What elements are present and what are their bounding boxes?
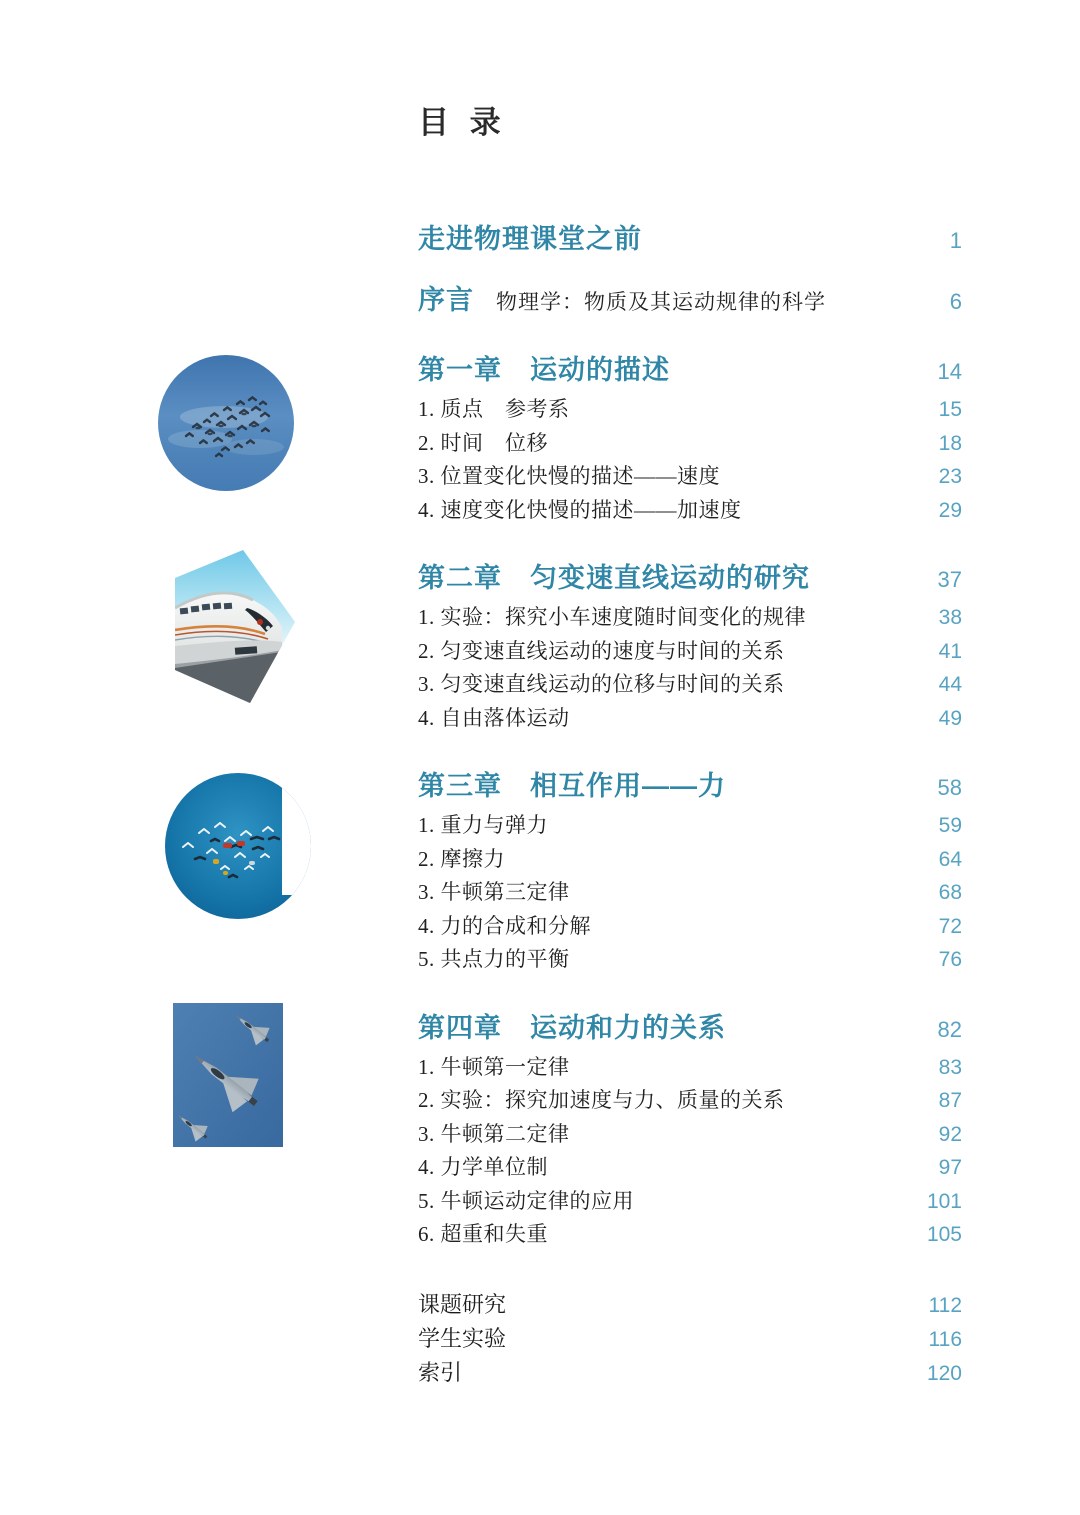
item-label: 4. 自由落体运动 [418, 705, 570, 730]
toc-item [418, 494, 962, 528]
toc-item [418, 1084, 962, 1118]
toc-item [418, 427, 962, 461]
item-page-number: 68 [938, 881, 962, 904]
chapter-heading [418, 353, 962, 389]
chapter-3-block [418, 769, 962, 977]
chapter-heading [418, 561, 962, 597]
item-label: 1. 牛顿第一定律 [418, 1054, 570, 1079]
skydivers-formation-photo [165, 773, 311, 919]
fighter-jets-photo [173, 1003, 283, 1147]
chapter-items [418, 809, 962, 977]
item-page-number: 59 [938, 814, 962, 837]
item-label: 2. 实验：探究加速度与力、质量的关系 [418, 1088, 785, 1112]
toc-item [418, 1118, 962, 1152]
chapter-title: 第一章 运动的描述 [418, 355, 670, 385]
toc-item [418, 876, 962, 910]
item-page-number: 92 [938, 1122, 962, 1146]
chapter-page-number: 14 [937, 359, 962, 384]
toc-entry-walk-in [418, 222, 962, 258]
chapter-heading [418, 769, 962, 805]
chapter-page-number: 37 [937, 567, 962, 592]
chapter-page-number: 82 [937, 1016, 962, 1042]
item-label: 3. 牛顿第二定律 [418, 1121, 570, 1146]
toc-item [418, 601, 962, 635]
item-label: 3. 匀变速直线运动的位移与时间的关系 [418, 672, 785, 696]
toc-item [418, 910, 962, 944]
chapter-items [418, 1051, 962, 1252]
toc-item [418, 702, 962, 736]
page-title: 目 录 [418, 105, 507, 140]
item-label: 1. 实验：探究小车速度随时间变化的规律 [418, 605, 806, 629]
chapter-title: 第二章 匀变速直线运动的研究 [418, 563, 810, 593]
skydivers-photo-art [165, 773, 311, 919]
item-label: 学生实验 [418, 1325, 507, 1351]
entry-page-number: 1 [949, 228, 962, 253]
item-page-number: 101 [926, 1189, 962, 1213]
entry-page-number: 6 [949, 289, 962, 314]
item-page-number: 72 [938, 914, 962, 938]
item-label: 2. 时间 位移 [418, 430, 548, 455]
toc-item [418, 1356, 962, 1390]
item-page-number: 105 [926, 1223, 962, 1246]
toc-item [418, 635, 962, 669]
item-label: 4. 速度变化快慢的描述——加速度 [418, 497, 742, 522]
item-label: 课题研究 [418, 1291, 507, 1317]
toc-item [418, 1185, 962, 1219]
item-label: 5. 牛顿运动定律的应用 [418, 1188, 634, 1213]
item-page-number: 83 [938, 1055, 962, 1079]
back-matter [418, 1288, 962, 1390]
item-page-number: 116 [928, 1327, 962, 1351]
item-page-number: 23 [938, 465, 962, 488]
chapter-heading [418, 1011, 962, 1047]
item-page-number: 64 [938, 847, 962, 871]
item-page-number: 38 [938, 606, 962, 629]
toc-item [418, 393, 962, 427]
chapter-1-block [418, 353, 962, 527]
item-page-number: 87 [938, 1089, 962, 1112]
chapter-title: 第三章 相互作用——力 [418, 771, 726, 801]
jets-photo-art [173, 1003, 283, 1147]
toc-item [418, 1051, 962, 1085]
toc-item [418, 1288, 962, 1322]
train-photo-art [175, 550, 295, 703]
chapter-items [418, 393, 962, 527]
toc-item [418, 943, 962, 977]
item-label: 3. 位置变化快慢的描述——速度 [418, 464, 720, 488]
item-label: 1. 质点 参考系 [418, 397, 570, 421]
toc-item [418, 460, 962, 494]
item-page-number: 112 [928, 1293, 962, 1317]
item-page-number: 97 [938, 1156, 962, 1179]
item-page-number: 49 [938, 706, 962, 730]
item-label: 5. 共点力的平衡 [418, 947, 570, 971]
item-page-number: 41 [938, 639, 962, 663]
item-label: 2. 摩擦力 [418, 846, 505, 871]
toc-item [418, 1218, 962, 1252]
birds-flock-photo [158, 355, 294, 491]
chapter-title: 第四章 运动和力的关系 [418, 1012, 726, 1043]
toc-item [418, 668, 962, 702]
item-page-number: 18 [938, 431, 962, 455]
item-label: 4. 力学单位制 [418, 1155, 548, 1179]
preface-label-group [418, 283, 826, 319]
toc-item [418, 809, 962, 843]
toc-entry-preface [418, 283, 962, 319]
item-page-number: 15 [938, 398, 962, 421]
item-label: 索引 [418, 1359, 463, 1385]
preface-subtitle: 物理学：物质及其运动规律的科学 [496, 290, 826, 314]
high-speed-train-photo [175, 550, 295, 703]
item-label: 6. 超重和失重 [418, 1222, 548, 1246]
chapter-2-block [418, 561, 962, 735]
chapter-4-block [418, 1011, 962, 1252]
item-label: 2. 匀变速直线运动的速度与时间的关系 [418, 638, 785, 663]
item-label: 1. 重力与弹力 [418, 813, 548, 837]
birds-photo-art [158, 355, 294, 491]
item-page-number: 44 [938, 673, 962, 696]
item-page-number: 120 [926, 1361, 962, 1385]
entry-label: 走进物理课堂之前 [418, 224, 642, 254]
toc-item [418, 1322, 962, 1356]
item-page-number: 29 [938, 498, 962, 522]
item-page-number: 76 [938, 948, 962, 971]
toc-item [418, 843, 962, 877]
chapter-page-number: 58 [937, 775, 962, 800]
item-label: 4. 力的合成和分解 [418, 913, 591, 938]
toc-column [418, 100, 962, 1390]
toc-item [418, 1151, 962, 1185]
preface-label: 序言 [418, 285, 474, 315]
item-label: 3. 牛顿第三定律 [418, 880, 570, 904]
chapter-items [418, 601, 962, 735]
